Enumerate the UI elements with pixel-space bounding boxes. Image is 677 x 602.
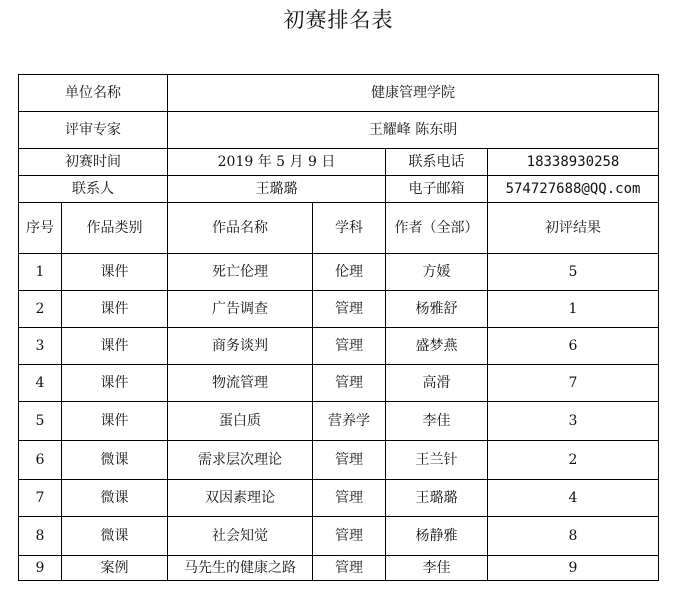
row-result: 6 [488, 328, 659, 365]
table-row [19, 365, 659, 402]
row-author: 王璐璐 [386, 480, 488, 517]
row-subject: 伦理 [313, 254, 386, 291]
row-category: 案例 [62, 556, 168, 581]
row-subject: 管理 [313, 441, 386, 480]
row-result: 9 [488, 556, 659, 581]
row-index: 8 [19, 517, 62, 556]
page-title: 初赛排名表 [283, 8, 394, 32]
unit-row [19, 75, 659, 112]
row-author: 李佳 [386, 402, 488, 441]
col-index-header: 序号 [19, 203, 62, 254]
judges-value: 王耀峰 陈东明 [168, 112, 659, 149]
table-row [19, 517, 659, 556]
row-subject: 管理 [313, 328, 386, 365]
judges-row [19, 112, 659, 149]
ranking-table [18, 74, 659, 581]
contact-label: 联系人 [19, 176, 168, 203]
row-result: 4 [488, 480, 659, 517]
email-label: 电子邮箱 [386, 176, 488, 203]
row-index: 4 [19, 365, 62, 402]
row-result: 7 [488, 365, 659, 402]
phone-label: 联系电话 [386, 149, 488, 176]
row-work-name: 社会知觉 [168, 517, 313, 556]
row-author: 王兰针 [386, 441, 488, 480]
col-category-header: 作品类别 [62, 203, 168, 254]
row-work-name: 双因素理论 [168, 480, 313, 517]
column-header-row [19, 203, 659, 254]
row-index: 1 [19, 254, 62, 291]
row-author: 盛梦燕 [386, 328, 488, 365]
row-result: 1 [488, 291, 659, 328]
row-author: 高滑 [386, 365, 488, 402]
row-category: 课件 [62, 254, 168, 291]
table-row [19, 402, 659, 441]
table-row [19, 441, 659, 480]
date-value: 2019 年 5 月 9 日 [168, 149, 386, 176]
row-work-name: 商务谈判 [168, 328, 313, 365]
col-result-header: 初评结果 [488, 203, 659, 254]
row-result: 2 [488, 441, 659, 480]
row-work-name: 需求层次理论 [168, 441, 313, 480]
row-category: 课件 [62, 328, 168, 365]
row-category: 课件 [62, 365, 168, 402]
row-work-name: 死亡伦理 [168, 254, 313, 291]
table-row [19, 480, 659, 517]
row-index: 2 [19, 291, 62, 328]
unit-value: 健康管理学院 [168, 75, 659, 112]
row-author: 杨雅舒 [386, 291, 488, 328]
row-author: 方媛 [386, 254, 488, 291]
date-phone-row [19, 149, 659, 176]
col-subject-header: 学科 [313, 203, 386, 254]
row-result: 8 [488, 517, 659, 556]
row-subject: 营养学 [313, 402, 386, 441]
row-category: 微课 [62, 480, 168, 517]
table-row [19, 556, 659, 581]
row-category: 微课 [62, 441, 168, 480]
row-subject: 管理 [313, 365, 386, 402]
row-category: 微课 [62, 517, 168, 556]
row-subject: 管理 [313, 480, 386, 517]
table-row [19, 328, 659, 365]
contact-email-row [19, 176, 659, 203]
row-work-name: 马先生的健康之路 [168, 556, 313, 581]
email-value: 574727688@QQ.com [488, 176, 659, 203]
table-row [19, 254, 659, 291]
row-author: 李佳 [386, 556, 488, 581]
date-label: 初赛时间 [19, 149, 168, 176]
judges-label: 评审专家 [19, 112, 168, 149]
row-work-name: 蛋白质 [168, 402, 313, 441]
row-index: 5 [19, 402, 62, 441]
row-category: 课件 [62, 291, 168, 328]
unit-label: 单位名称 [19, 75, 168, 112]
table-row [19, 291, 659, 328]
row-category: 课件 [62, 402, 168, 441]
row-result: 5 [488, 254, 659, 291]
row-subject: 管理 [313, 556, 386, 581]
row-work-name: 物流管理 [168, 365, 313, 402]
row-author: 杨静雅 [386, 517, 488, 556]
row-result: 3 [488, 402, 659, 441]
col-author-header: 作者（全部） [386, 203, 488, 254]
row-index: 7 [19, 480, 62, 517]
row-index: 6 [19, 441, 62, 480]
row-subject: 管理 [313, 517, 386, 556]
row-index: 9 [19, 556, 62, 581]
row-index: 3 [19, 328, 62, 365]
row-subject: 管理 [313, 291, 386, 328]
col-name-header: 作品名称 [168, 203, 313, 254]
row-work-name: 广告调查 [168, 291, 313, 328]
phone-value: 18338930258 [488, 149, 659, 176]
contact-value: 王璐璐 [168, 176, 386, 203]
